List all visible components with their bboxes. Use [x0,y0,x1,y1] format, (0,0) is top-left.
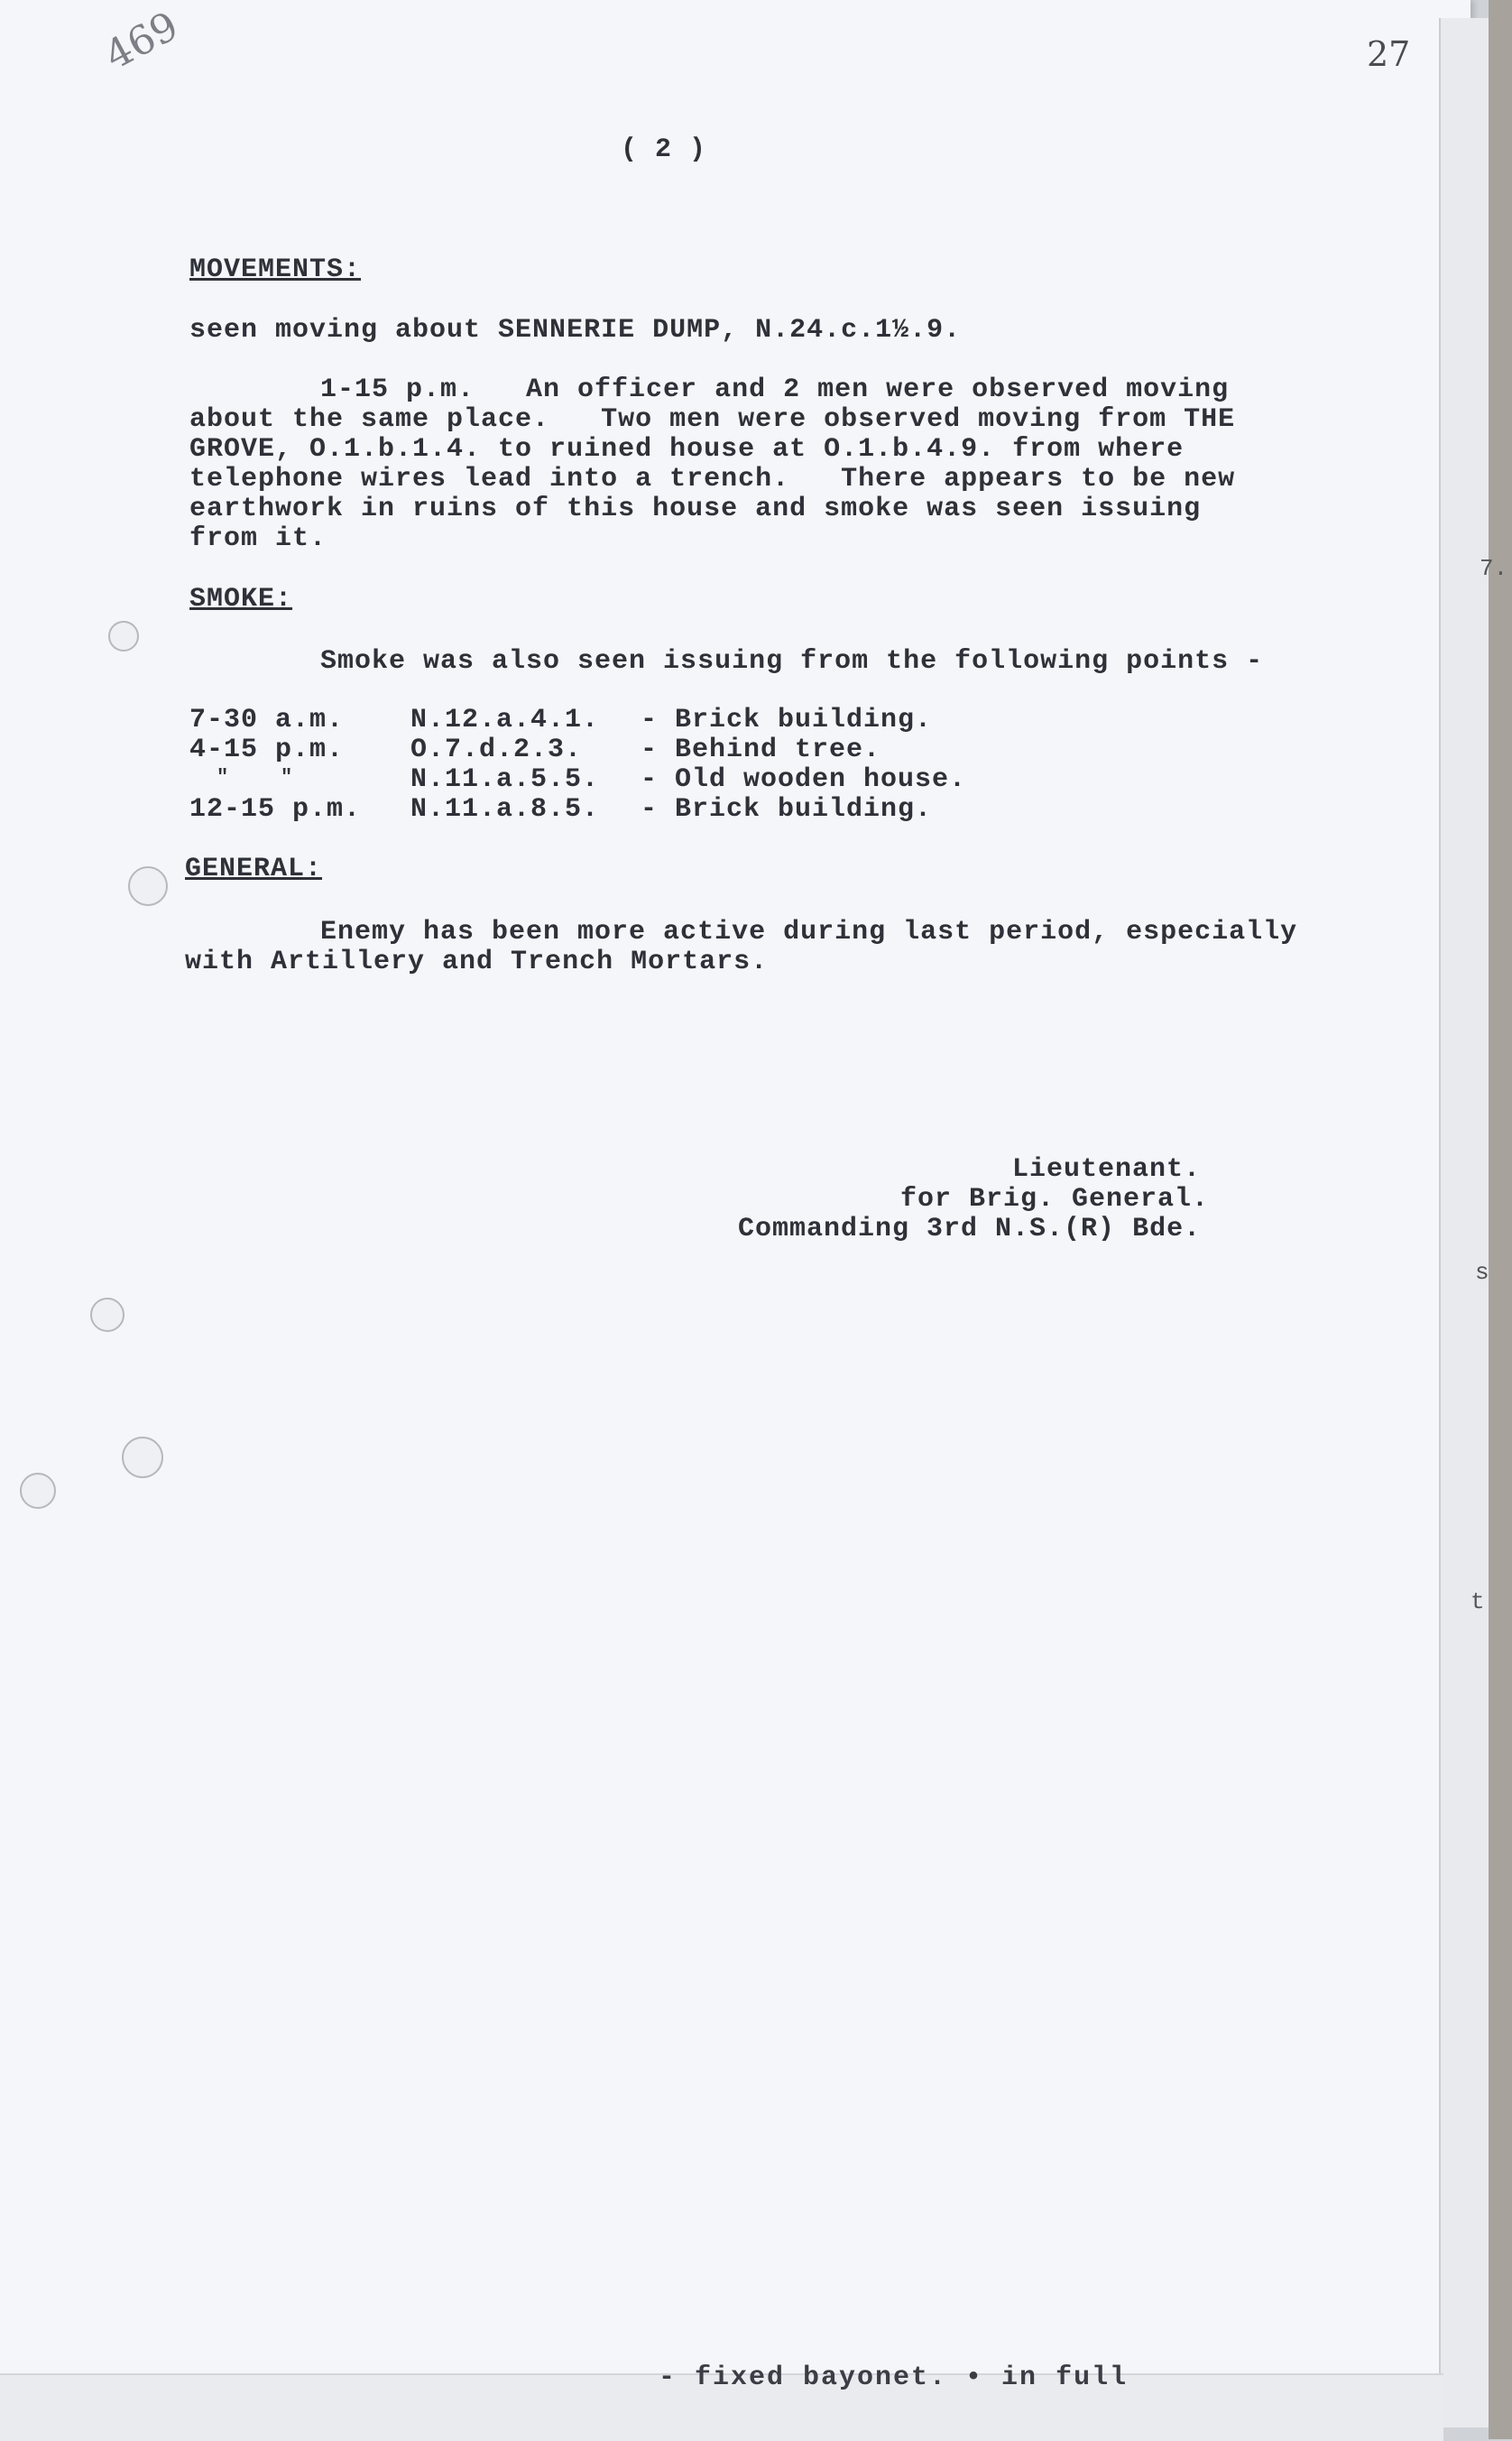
smoke-time: 12-15 p.m. [189,794,362,825]
smoke-time: " " [217,766,294,789]
signature-for: for Brig. General. [900,1184,1210,1215]
general-line: with Artillery and Trench Mortars. [185,947,769,977]
smoke-heading: SMOKE: [189,584,293,615]
movements-heading: MOVEMENTS: [189,254,362,285]
paragraph-line: telephone wires lead into a trench. There appears to be new [189,464,1236,495]
margin-mark: s [1475,1259,1489,1286]
smoke-desc: - Brick building. [641,705,933,735]
punch-hole [108,621,139,652]
underlying-page [1439,18,1495,2427]
margin-mark: t [1471,1588,1485,1615]
paragraph-line: earthwork in ruins of this house and smoke was seen issuing [189,494,1202,524]
smoke-ref: O.7.d.2.3. [410,735,583,765]
smoke-intro: Smoke was also seen issuing from the following points - [320,646,1264,677]
folio-handwritten: 469 [97,3,187,79]
page-edge [1489,0,1512,2439]
folio-stamped: 27 [1367,34,1411,74]
smoke-ref: N.11.a.8.5. [410,794,600,825]
punch-hole [122,1437,163,1478]
smoke-ref: N.12.a.4.1. [410,705,600,735]
punch-hole [128,866,168,906]
signature-command: Commanding 3rd N.S.(R) Bde. [738,1214,1202,1244]
smoke-ref: N.11.a.5.5. [410,764,600,795]
general-line: Enemy has been more active during last period, especially [320,917,1298,948]
smoke-desc: - Behind tree. [641,735,881,765]
punch-hole [20,1473,56,1509]
signature-rank: Lieutenant. [1012,1154,1202,1185]
general-heading: GENERAL: [185,854,323,884]
smoke-desc: - Brick building. [641,794,933,825]
margin-mark: 7. [1480,555,1508,582]
smoke-desc: - Old wooden house. [641,764,967,795]
paragraph-line: from it. [189,523,327,554]
movements-line: seen moving about SENNERIE DUMP, N.24.c.1½.9. [189,315,962,346]
smoke-time: 4-15 p.m. [189,735,345,765]
page-number: ( 2 ) [621,134,707,165]
paragraph-line: GROVE, O.1.b.1.4. to ruined house at O.1.b.4.9. from where [189,434,1185,465]
smoke-time: 7-30 a.m. [189,705,345,735]
paragraph-line: 1-15 p.m. An officer and 2 men were observed moving [320,374,1230,405]
paragraph-line: about the same place. Two men were observed moving from THE [189,404,1236,435]
underlying-page-text: - fixed bayonet. • in full [659,2362,1129,2393]
punch-hole [90,1298,124,1332]
